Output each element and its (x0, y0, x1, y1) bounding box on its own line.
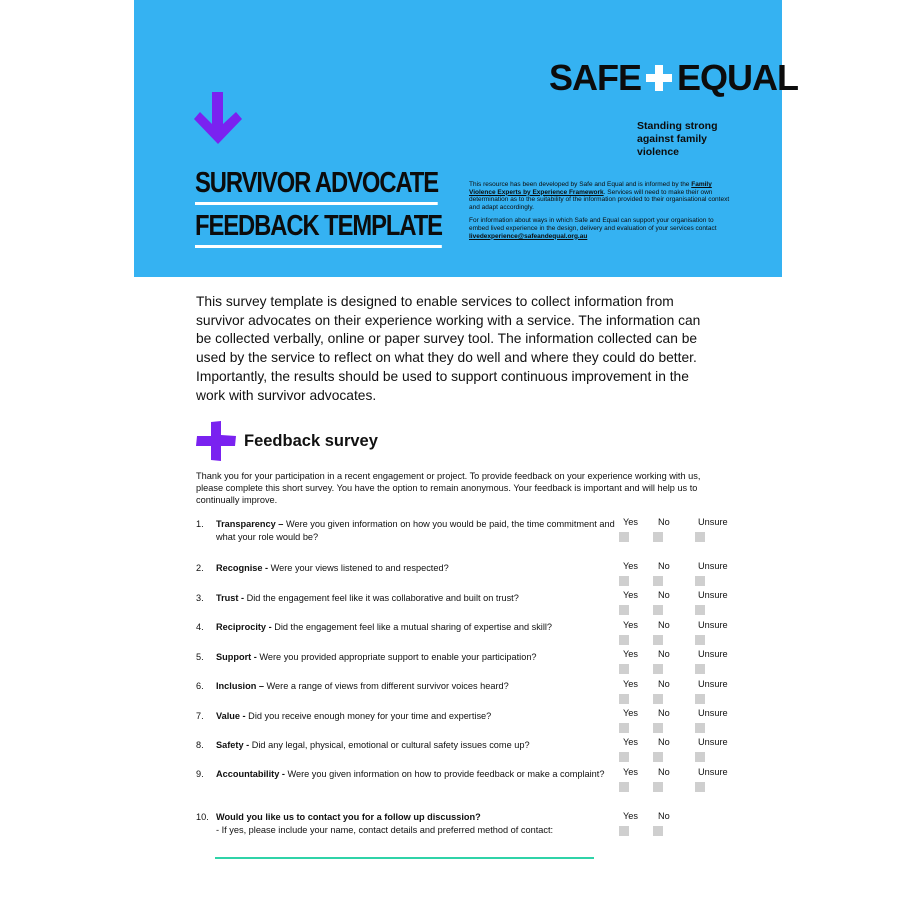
option-label-yes: Yes (623, 767, 638, 777)
option-label-unsure: Unsure (698, 517, 728, 527)
option-label-unsure: Unsure (698, 767, 728, 777)
checkbox-unsure[interactable] (695, 723, 705, 733)
option-label-unsure: Unsure (698, 708, 728, 718)
option-label-no: No (658, 708, 670, 718)
option-label-yes: Yes (623, 590, 638, 600)
option-label-unsure: Unsure (698, 561, 728, 571)
safe-equal-logo (549, 57, 798, 99)
header-banner (134, 0, 799, 277)
question-text (216, 710, 616, 723)
option-label-yes: Yes (623, 649, 638, 659)
option-label-no: No (658, 620, 670, 630)
option-label-yes: Yes (623, 811, 638, 821)
checkbox-unsure[interactable] (695, 532, 705, 542)
info-text: For information about ways in which Safe and Equal can support your organisation to embed lived experience in the design, delivery and evaluation of your services contact (469, 217, 717, 232)
question-number: 8. (196, 740, 204, 750)
question-number: 7. (196, 711, 204, 721)
question-text (216, 592, 616, 605)
option-label-no: No (658, 679, 670, 689)
logo-word-safe: SAFE (549, 57, 642, 98)
checkbox-yes[interactable] (619, 782, 629, 792)
survey-question (196, 739, 616, 752)
question-number: 5. (196, 652, 204, 662)
survey-question (196, 651, 616, 664)
checkbox-yes[interactable] (619, 694, 629, 704)
checkbox-no[interactable] (653, 694, 663, 704)
survey-question (196, 621, 616, 634)
question-body: - If yes, please include your name, contact details and preferred method of contact: (216, 825, 554, 835)
option-label-yes: Yes (623, 517, 638, 527)
info-text: This resource has been developed by Safe and Equal and is informed by the (469, 181, 692, 188)
plus-icon (196, 421, 236, 461)
tagline: Standing strong against family violence (637, 120, 718, 158)
option-label-unsure: Unsure (698, 679, 728, 689)
resource-info (469, 181, 731, 246)
option-label-no: No (658, 811, 670, 821)
intro-paragraph: This survey template is designed to enable services to collect information from survivor advocates on their experience working with a service. The information can be collected verbally, online or paper survey tool. The information collected can be used by the service to reflect on what they do well and where they could do better. Importantly, the results should be used to support continuous improvement in the work with survivor advocates. (196, 294, 701, 403)
question-body: Did you receive enough money for your time and expertise? (245, 711, 492, 721)
question-number: 10. (196, 812, 209, 822)
question-body: Were a range of views from different survivor voices heard? (264, 681, 509, 691)
option-label-no: No (658, 517, 670, 527)
option-label-no: No (658, 737, 670, 747)
survey-question (196, 518, 616, 544)
checkbox-no[interactable] (653, 576, 663, 586)
title-line-2: FEEDBACK TEMPLATE (195, 208, 442, 248)
section-heading: Feedback survey (244, 431, 378, 450)
checkbox-no[interactable] (653, 605, 663, 615)
question-label: Reciprocity - (216, 622, 272, 632)
question-text (216, 680, 616, 693)
checkbox-yes[interactable] (619, 826, 629, 836)
question-number: 6. (196, 681, 204, 691)
question-number: 2. (196, 563, 204, 573)
question-label: Inclusion – (216, 681, 264, 691)
question-number: 4. (196, 622, 204, 632)
survey-question (196, 562, 616, 575)
question-label: Accountability - (216, 769, 285, 779)
checkbox-unsure[interactable] (695, 664, 705, 674)
survey-question (196, 710, 616, 723)
question-body: Did any legal, physical, emotional or cultural safety issues come up? (249, 740, 530, 750)
option-label-unsure: Unsure (698, 590, 728, 600)
checkbox-no[interactable] (653, 635, 663, 645)
checkbox-no[interactable] (653, 752, 663, 762)
question-body: Were you given information on how you would be paid, the time commitment and what your role would be? (216, 519, 615, 542)
option-label-no: No (658, 649, 670, 659)
checkbox-unsure[interactable] (695, 752, 705, 762)
option-label-no: No (658, 561, 670, 571)
checkbox-unsure[interactable] (695, 635, 705, 645)
question-text (216, 739, 616, 752)
question-label: Value - (216, 711, 246, 721)
framework-link[interactable]: Family Violence Experts by Experience Framework (469, 181, 712, 196)
checkbox-no[interactable] (653, 532, 663, 542)
checkbox-unsure[interactable] (695, 605, 705, 615)
question-text (216, 811, 616, 837)
contact-details-input-line[interactable] (215, 857, 594, 859)
info-paragraph-1 (469, 181, 731, 211)
logo-word-equal: EQUAL (677, 57, 799, 98)
info-paragraph-2 (469, 217, 731, 240)
question-body: Were you provided appropriate support to enable your participation? (256, 652, 537, 662)
checkbox-yes[interactable] (619, 635, 629, 645)
option-label-unsure: Unsure (698, 620, 728, 630)
checkbox-unsure[interactable] (695, 576, 705, 586)
option-label-unsure: Unsure (698, 649, 728, 659)
question-body: Were you given information on how to provide feedback or make a complaint? (284, 769, 605, 779)
checkbox-yes[interactable] (619, 723, 629, 733)
checkbox-yes[interactable] (619, 664, 629, 674)
title-line-1: SURVIVOR ADVOCATE (195, 165, 438, 205)
question-body: Were your views listened to and respected? (268, 563, 449, 573)
question-label: Recognise - (216, 563, 269, 573)
question-text (216, 621, 616, 634)
question-label: Transparency – (216, 519, 284, 529)
question-text (216, 562, 616, 575)
question-number: 1. (196, 519, 204, 529)
document-page (134, 0, 799, 917)
option-label-no: No (658, 767, 670, 777)
question-body: Did the engagement feel like a mutual sharing of expertise and skill? (271, 622, 553, 632)
contact-email-link[interactable]: livedexperience@safeandequal.org.au (469, 232, 588, 240)
question-number: 3. (196, 593, 204, 603)
option-label-yes: Yes (623, 679, 638, 689)
question-text (216, 518, 616, 544)
question-label: Would you like us to contact you for a follow up discussion? (216, 812, 481, 822)
down-arrow-icon (194, 92, 242, 150)
question-number: 9. (196, 769, 204, 779)
question-label: Support - (216, 652, 257, 662)
feedback-survey-heading (196, 421, 378, 461)
info-text: . Services will need to make their own determination as to the suitability of the information provided to their organisational context and adapt accordingly. (469, 188, 730, 211)
checkbox-no[interactable] (653, 723, 663, 733)
checkbox-yes[interactable] (619, 576, 629, 586)
question-label: Safety - (216, 740, 250, 750)
checkbox-no[interactable] (653, 782, 663, 792)
plus-icon (644, 63, 674, 93)
checkbox-unsure[interactable] (695, 694, 705, 704)
question-label: Trust - (216, 593, 245, 603)
checkbox-yes[interactable] (619, 605, 629, 615)
survey-question (196, 811, 616, 837)
option-label-unsure: Unsure (698, 737, 728, 747)
question-text (216, 651, 616, 664)
option-label-yes: Yes (623, 561, 638, 571)
option-label-yes: Yes (623, 708, 638, 718)
question-text (216, 768, 616, 781)
checkbox-unsure[interactable] (695, 782, 705, 792)
checkbox-no[interactable] (653, 664, 663, 674)
survey-question (196, 680, 616, 693)
thank-you-text: Thank you for your participation in a recent engagement or project. To provide feedback on your experience working with us, please complete this short survey. You have the option to remain anonymous. Your feedback is important and will help us to continually improve. (196, 471, 701, 505)
survey-question (196, 768, 616, 781)
checkbox-yes[interactable] (619, 532, 629, 542)
option-label-yes: Yes (623, 620, 638, 630)
checkbox-yes[interactable] (619, 752, 629, 762)
document-title (195, 165, 442, 251)
option-label-no: No (658, 590, 670, 600)
option-label-yes: Yes (623, 737, 638, 747)
survey-question (196, 592, 616, 605)
checkbox-no[interactable] (653, 826, 663, 836)
question-body: Did the engagement feel like it was collaborative and built on trust? (244, 593, 519, 603)
